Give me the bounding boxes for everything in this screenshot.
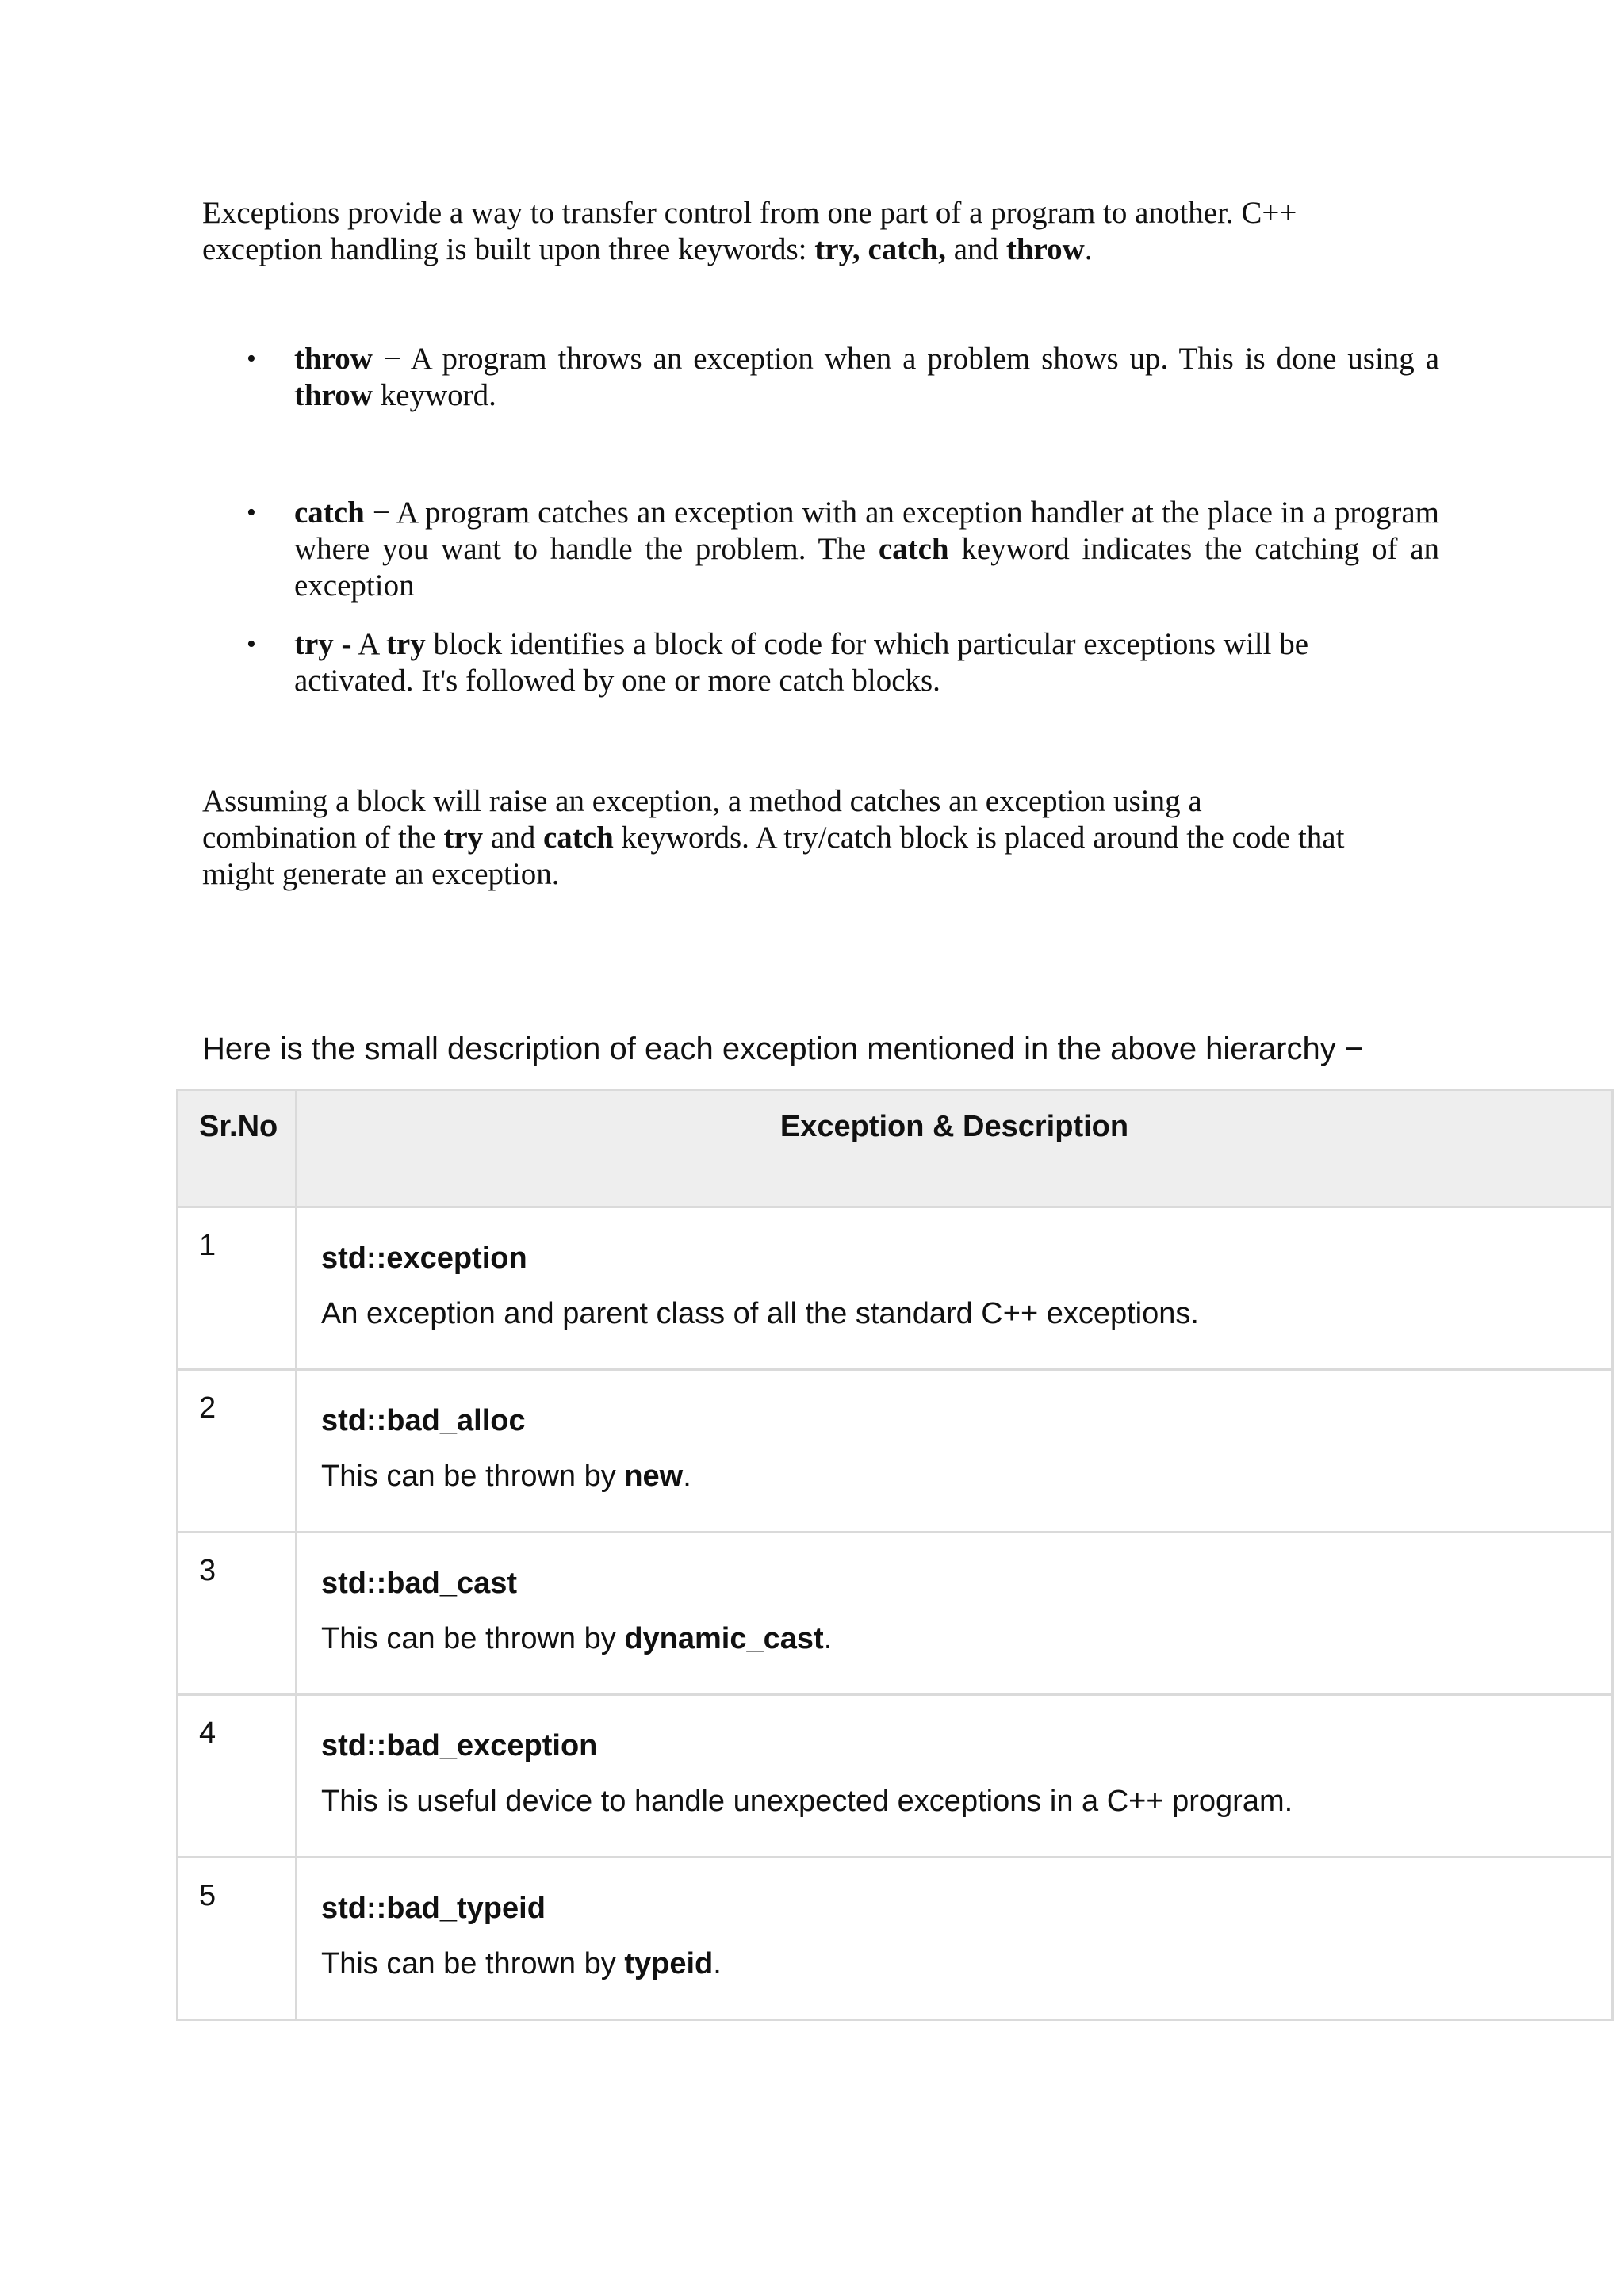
table-row: [178, 1695, 1613, 1858]
exceptions-table: [176, 1089, 1614, 2021]
assume-line-3: might generate an exception.: [202, 857, 560, 891]
exception-description-text: This can be thrown by: [321, 1622, 625, 1655]
assume-line-1: Assuming a block will raise an exception, a method catches an exception using a: [202, 784, 1202, 818]
row-description-cell: [297, 1695, 1613, 1858]
table-row: [178, 1858, 1613, 2020]
bullet-try-text-2: block identifies a block of code for which particular exceptions will be activated. It's followed by one or more catch blocks.: [294, 627, 1309, 698]
row-number: 2: [178, 1370, 297, 1533]
assume-and: and: [483, 821, 543, 855]
row-number: 3: [178, 1533, 297, 1695]
table-header-row: [178, 1090, 1613, 1207]
bullet-catch-inline-keyword: catch: [878, 532, 949, 566]
table-row: [178, 1207, 1613, 1370]
row-number: 1: [178, 1207, 297, 1370]
bullet-dot-icon: •: [247, 344, 256, 373]
exception-description-bold: typeid: [624, 1947, 714, 1980]
bullet-catch-dash: −: [364, 496, 396, 530]
bullet-try-text-1: A: [351, 627, 386, 661]
assume-keyword-try: try: [443, 821, 484, 855]
assume-keyword-catch: catch: [542, 821, 614, 855]
row-description-cell: [297, 1858, 1613, 2020]
bullet-catch-text-2: keyword indicates the catching of an exception: [294, 532, 1439, 603]
assume-line-2-pre: combination of the: [202, 821, 444, 855]
bullet-dot-icon: •: [247, 629, 256, 659]
exception-description: [321, 1946, 1611, 1982]
column-header-sr-no: Sr.No: [178, 1090, 297, 1207]
bullet-throw-text: [294, 341, 1439, 414]
exception-description-text: This can be thrown by: [321, 1460, 625, 1493]
column-header-exception-description: Exception & Description: [297, 1090, 1613, 1207]
bullet-catch-text: [294, 495, 1439, 604]
assume-line-2: [202, 820, 1455, 856]
table-row: [178, 1533, 1613, 1695]
assume-paragraph: [202, 783, 1455, 893]
bullet-throw-keyword: throw: [294, 342, 373, 376]
exception-description: [321, 1621, 1611, 1657]
row-number: 5: [178, 1858, 297, 2020]
row-description-cell: [297, 1533, 1613, 1695]
bullet-throw-inline-keyword: throw: [294, 378, 373, 412]
exception-description: [321, 1458, 1611, 1494]
bullet-catch-text-1: A program catches an exception with an exception handler at the place in a program where you want to handle the problem. The: [294, 496, 1440, 566]
intro-period: .: [1084, 232, 1093, 266]
bullet-try-keyword: try -: [294, 627, 352, 661]
keyword-throw: throw: [1005, 232, 1085, 266]
exception-description-end: .: [823, 1622, 833, 1655]
exception-description: [321, 1295, 1611, 1332]
table-row: [178, 1370, 1613, 1533]
row-number: 4: [178, 1695, 297, 1858]
exception-name: std::bad_alloc: [321, 1404, 526, 1437]
exception-name: std::bad_exception: [321, 1729, 598, 1762]
exception-description-bold: dynamic_cast: [624, 1622, 824, 1655]
exception-description-bold: new: [624, 1460, 684, 1493]
keyword-catch: catch,: [868, 232, 946, 266]
intro-line-2-text: exception handling is built upon three keywords:: [202, 232, 815, 266]
bullet-dot-icon: •: [247, 498, 256, 527]
table-heading: Here is the small description of each exception mentioned in the above hierarchy −: [202, 1031, 1364, 1066]
keyword-try: try,: [814, 232, 860, 266]
exception-name: std::bad_cast: [321, 1567, 518, 1600]
bullet-catch-keyword: catch: [294, 496, 365, 530]
intro-line-1: Exceptions provide a way to transfer control from one part of a program to another. C++: [202, 196, 1297, 230]
exception-description-end: .: [683, 1460, 691, 1493]
bullet-try-inline-keyword: try: [385, 627, 426, 661]
bullet-throw-dash: −: [372, 342, 411, 376]
bullet-try-text: [294, 626, 1395, 699]
assume-line-2-post: keywords. A try/catch block is placed around the code that: [613, 821, 1345, 855]
exception-description-end: .: [713, 1947, 722, 1980]
exception-description-text: This is useful device to handle unexpected exceptions in a C++ program.: [321, 1785, 1293, 1818]
intro-line-2: [202, 232, 1439, 268]
bullet-throw-text-1: A program throws an exception when a problem shows up. This is done using a: [410, 342, 1439, 376]
exception-name: std::exception: [321, 1242, 527, 1275]
bullet-throw-text-2: keyword.: [372, 378, 496, 412]
exception-description-text: An exception and parent class of all the standard C++ exceptions.: [321, 1297, 1199, 1330]
exception-description-text: This can be thrown by: [321, 1947, 625, 1980]
exception-name: std::bad_typeid: [321, 1892, 546, 1925]
intro-paragraph: [202, 195, 1439, 268]
exception-description: [321, 1783, 1611, 1820]
row-description-cell: [297, 1207, 1613, 1370]
intro-and: and: [946, 232, 1006, 266]
row-description-cell: [297, 1370, 1613, 1533]
